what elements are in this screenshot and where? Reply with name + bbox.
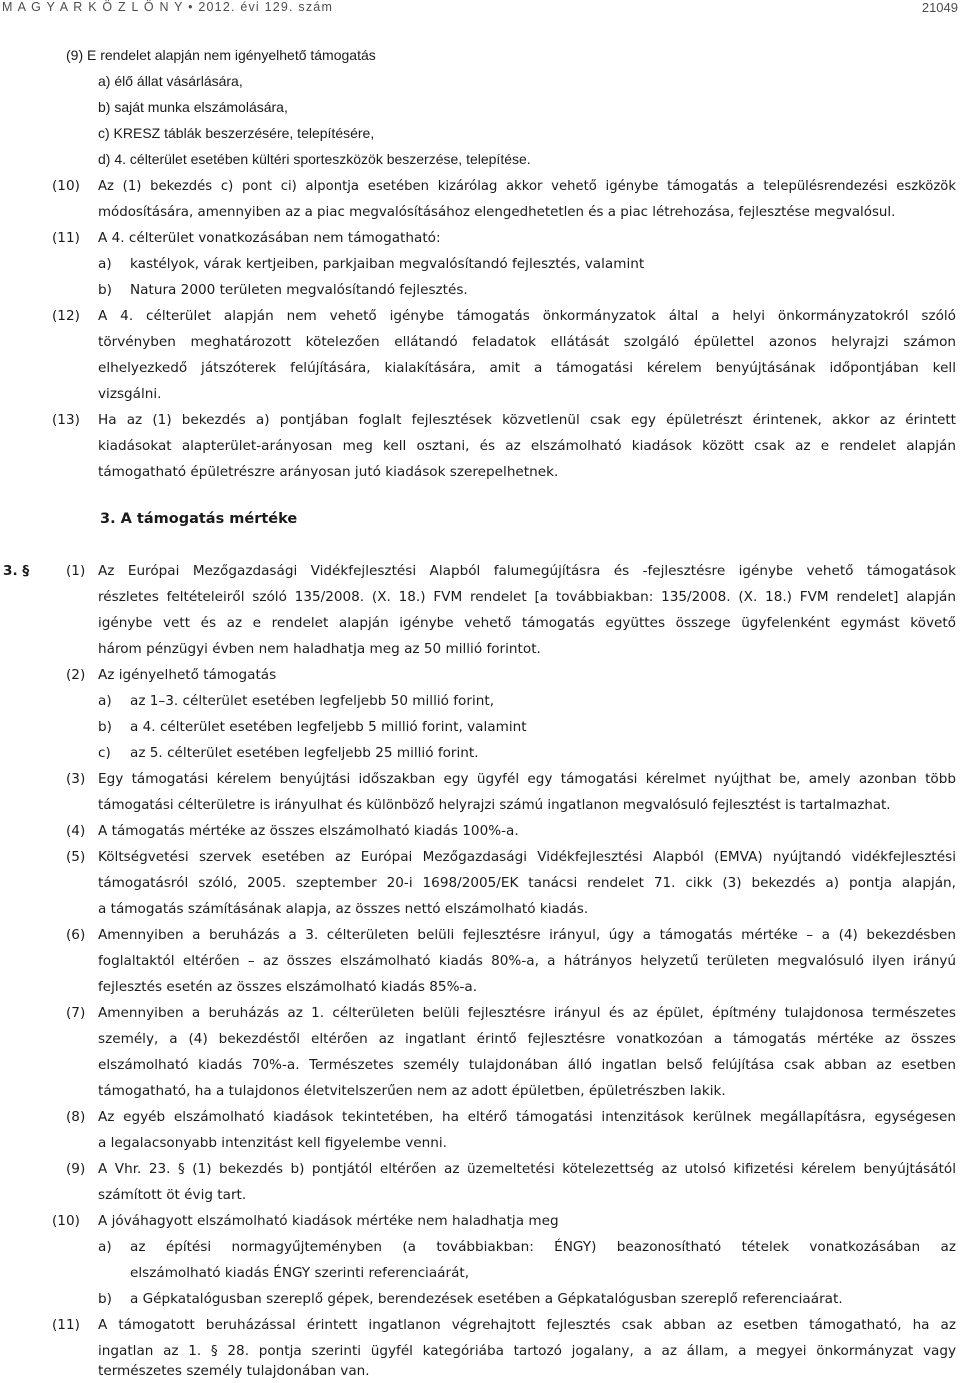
p11-item-b: Natura 2000 területen megvalósítandó fejlesztés. — [130, 282, 468, 298]
p10-line: Az (1) bekezdés c) pont ci) alpontja esetében kizárólag akkor vehető igénybe támogatás a településrendezési eszközök — [98, 179, 956, 194]
s2-number: (2) — [66, 667, 86, 683]
s9-line: számított öt évig tart. — [98, 1187, 247, 1203]
journal-title: M A G Y A R K Ö Z L Ö N Y • 2012. évi 129. szám — [2, 0, 334, 14]
p10-line: módosítására, amennyiben az a piac megvalósításához elengedhetetlen és a piac létrehozása, fejlesztése megvalósul. — [98, 205, 896, 220]
page-header — [0, 0, 960, 16]
s11-line: A támogatott beruházással érintett ingatlanon végrehajtott fejlesztés csak abban az esetben támogatható, ha az — [98, 1317, 956, 1333]
s7-line: támogatható, ha a tulajdonos életvitelszerűen nem az adott épületben, épületrészben lakik. — [98, 1083, 726, 1099]
p9-item-c: c) KRESZ táblák beszerzésére, telepítésére, — [98, 125, 375, 141]
s7-line: Amennyiben a beruházás az 1. célterületen belüli fejlesztésre irányul és az épület, építmény tulajdonosa természetes — [98, 1005, 956, 1021]
s2-item-label: a) — [98, 693, 112, 709]
s8-line: a legalacsonyabb intenzitást kell figyelembe venni. — [98, 1135, 447, 1151]
p11-line: A 4. célterület vonatkozásában nem támogatható: — [98, 230, 441, 246]
s10-line: A jóváhagyott elszámolható kiadások mértéke nem haladhatja meg — [98, 1213, 559, 1229]
p9-item-d: d) 4. célterület esetében kültéri sporteszközök beszerzése, telepítése. — [98, 151, 531, 167]
s3-number: (3) — [66, 771, 86, 787]
s2-item-label: c) — [98, 745, 111, 761]
s4-line: A támogatás mértéke az összes elszámolható kiadás 100%-a. — [98, 823, 519, 839]
s1-line: Az Európai Mezőgazdasági Vidékfejlesztési Alapból falumegújításra és -fejlesztésre igénybe vehető támogatások — [98, 563, 956, 579]
p12-line: A 4. célterület alapján nem vehető igénybe támogatás önkormányzatok által a helyi önkormányzatokról szóló — [98, 308, 956, 324]
s6-line: fejlesztés esetén az összes elszámolható kiadás 85%-a. — [98, 979, 478, 995]
s8-line: Az egyéb elszámolható kiadások tekintetében, ha eltérő támogatási intenzitások kerülnek megállapításra, egységesen — [98, 1109, 956, 1125]
p9-item-a: a) élő állat vásárlására, — [98, 73, 243, 89]
s2-item-c: az 5. célterület esetében legfeljebb 25 millió forint. — [130, 745, 479, 761]
p13-line: támogatható épületrészre arányosan jutó kiadások szerepelhetnek. — [98, 464, 559, 480]
s6-line: foglaltaktól eltérően – az összes elszámolható kiadás 80%-a, a hátrányos helyzetű területen megvalósuló ilyen irányú — [98, 953, 956, 969]
p12-line: vizsgálni. — [98, 386, 162, 402]
s2-line: Az igényelhető támogatás — [98, 667, 277, 683]
s7-line: elszámolható kiadás 70%-a. Természetes személy tulajdonában álló ingatlan belső felújítása csak abban az esetben — [98, 1057, 956, 1073]
s1-number: (1) — [66, 563, 86, 579]
s7-line: személy, a (4) bekezdéstől eltérően az ingatlant érintő fejlesztésre vonatkozóan a támogatás mértéke az összes — [98, 1031, 956, 1047]
page-number: 21049 — [921, 0, 958, 15]
s10-item-b: a Gépkatalógusban szereplő gépek, berendezések esetében a Gépkatalógusban szereplő referenciaárat. — [130, 1291, 843, 1307]
s4-number: (4) — [66, 823, 86, 839]
p11-item-label: a) — [98, 256, 112, 272]
p9-item-b: b) saját munka elszámolására, — [98, 99, 288, 115]
s3-line: támogatási célterületre is irányulhat és különböző helyrajzi számú ingatlanon megvalósuló fejlesztést is tartalmazhat. — [98, 798, 891, 813]
s5-line: a támogatás számításának alapja, az összes nettó elszámolható kiadás. — [98, 901, 589, 917]
s10-item-a: elszámolható kiadás ÉNGY szerinti referenciaárát, — [130, 1265, 470, 1281]
p13-line: Ha az (1) bekezdés a) pontjában foglalt fejlesztések közvetlenül csak egy épületrészt érintenek, akkor az érintett — [98, 412, 956, 428]
p11-item-a: kastélyok, várak kertjeiben, parkjaiban megvalósítandó fejlesztés, valamint — [130, 256, 645, 272]
s5-line: támogatásról szóló, 2005. szeptember 20-i 1698/2005/EK tanácsi rendelet 71. cikk (3) bekezdés a) pontja alapján, — [98, 875, 956, 891]
s10-item-a: az építési normagyűjteményben (a továbbiakban: ÉNGY) beazonosítható tételek vonatkozásában az — [130, 1239, 956, 1255]
s3-line: Egy támogatási kérelem benyújtási időszakban egy ügyfél egy támogatási kérelmet nyújthat be, amely azonban több — [98, 771, 956, 787]
s11-line: természetes személy tulajdonában van. — [98, 1363, 370, 1379]
paragraph-mark: 3. § — [3, 563, 30, 579]
p11-number: (11) — [52, 230, 80, 246]
s11-number: (11) — [52, 1317, 80, 1333]
p12-number: (12) — [52, 308, 80, 324]
s5-line: Költségvetési szervek esetében az Európai Mezőgazdasági Vidékfejlesztési Alapból (EMVA) nyújtandó vidékfejlesztési — [98, 849, 956, 865]
s9-number: (9) — [66, 1161, 86, 1177]
s6-number: (6) — [66, 927, 86, 943]
p12-line: törvényben meghatározott kötelezően ellátandó feladatok ellátását szolgáló épülettel azonos helyrajzi számon — [98, 334, 956, 350]
s11-line: ingatlan az 1. § 28. pontja szerinti ügyfél kategóriába tartozó jogalany, a az állam, a megyei önkormányzat vagy — [98, 1343, 956, 1359]
s6-line: Amennyiben a beruházás a 3. célterületen belüli fejlesztésre irányul, úgy a támogatás mértéke – a (4) bekezdésben — [98, 927, 956, 943]
section-title: 3. A támogatás mértéke — [100, 511, 298, 527]
s2-item-a: az 1–3. célterület esetében legfeljebb 50 millió forint, — [130, 693, 495, 709]
s9-line: A Vhr. 23. § (1) bekezdés b) pontjától eltérően az üzemeltetési kötelezettség az utolsó kifizetési kérelem benyújtásától — [98, 1161, 956, 1177]
s7-number: (7) — [66, 1005, 86, 1021]
s1-line: három pénzügyi évben nem haladhatja meg az 50 millió forintot. — [98, 641, 541, 657]
s10-item-label: b) — [98, 1291, 112, 1307]
s10-number: (10) — [52, 1213, 80, 1229]
p11-item-label: b) — [98, 282, 112, 298]
p13-number: (13) — [52, 412, 80, 428]
s1-line: igénybe vett és az e rendelet alapján igénybe vehető támogatás együttes összege ügyfelenként egymást követő — [98, 615, 956, 631]
s10-item-label: a) — [98, 1239, 112, 1255]
s8-number: (8) — [66, 1109, 86, 1125]
s2-item-label: b) — [98, 719, 112, 735]
s2-item-b: a 4. célterület esetében legfeljebb 5 millió forint, valamint — [130, 719, 527, 735]
s1-line: részletes feltételeiről szóló 135/2008. (X. 18.) FVM rendelet [a továbbiakban: 135/2008. (X. 18.) FVM rendelet] alapján — [98, 589, 956, 605]
p13-line: kiadásokat alapterület-arányosan meg kell osztani, és az elszámolható kiadások között csak az e rendelet alapján — [98, 438, 956, 454]
s5-number: (5) — [66, 849, 86, 865]
p9-intro: (9) E rendelet alapján nem igényelhető támogatás — [66, 47, 376, 63]
p12-line: elhelyezkedő játszóterek felújítására, kialakítására, amit a támogatási kérelem benyújtásának időpontjában kell — [98, 360, 956, 376]
p10-number: (10) — [52, 178, 80, 194]
